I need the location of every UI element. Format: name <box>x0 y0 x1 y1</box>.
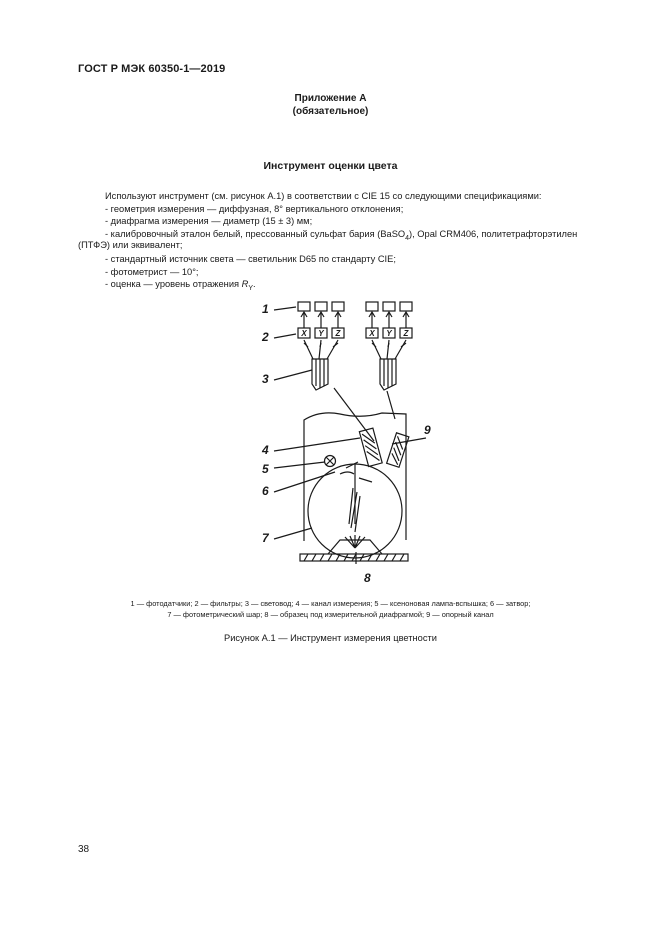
figure-label-1: 1 <box>262 302 269 316</box>
spec-item: - стандартный источник света — светильник D65 по стандарту CIE; <box>105 254 396 264</box>
figure-legend-line-2: 7 — фотометрический шар; 8 — образец под измерительной диафрагмой; 9 — опорный канал <box>167 610 494 619</box>
colorimeter-diagram <box>250 296 430 586</box>
figure-label-6: 6 <box>262 484 269 498</box>
spec-item-calibration: - калибровочный эталон белый, прессованный сульфат бария (BaSO$_4$), Opal CRM406, политетрафторэтилен <box>105 228 578 242</box>
spec-item-evaluation: - оценка — уровень отражения $R_Y$. <box>105 279 256 292</box>
filter-y-left: Y <box>318 329 324 338</box>
section-title: Инструмент оценки цвета <box>263 160 398 172</box>
spec-item-calibration-wrap: (ПТФЭ) или эквивалент; <box>78 240 183 250</box>
figure-label-3: 3 <box>262 372 269 386</box>
document-header: ГОСТ Р МЭК 60350-1—2019 <box>78 63 226 75</box>
filter-x-left: X <box>301 329 307 338</box>
photodetector-group-right <box>366 302 412 311</box>
filter-z-right: Z <box>403 329 409 338</box>
appendix-status: (обязательное) <box>292 106 369 117</box>
photodetector-group-left <box>298 302 344 311</box>
filter-z-left: Z <box>335 329 341 338</box>
spec-list-continued <box>105 253 605 295</box>
figure-label-5: 5 <box>262 462 269 476</box>
spec-item: - диафрагма измерения — диаметр (15 ± 3) мм; <box>105 216 313 226</box>
filter-y-right: Y <box>386 329 392 338</box>
measuring-channel <box>359 428 382 466</box>
intro-paragraph <box>105 190 605 245</box>
figure-label-8: 8 <box>364 571 371 585</box>
figure-caption: Рисунок А.1 — Инструмент измерения цветности <box>224 633 437 643</box>
figure-label-7: 7 <box>262 531 269 545</box>
spec-item: - геометрия измерения — диффузная, 8° вертикального отклонения; <box>105 203 404 214</box>
appendix-title: Приложение А <box>294 93 367 104</box>
spec-item: - фотометрист — 10°; <box>105 266 199 277</box>
figure-label-2: 2 <box>262 330 269 344</box>
figure-label-4: 4 <box>262 443 269 457</box>
figure-legend-line-1: 1 — фотодатчики; 2 — фильтры; 3 — световод; 4 — канал измерения; 5 — ксеноновая лампа-вспышка; 6 — затвор; <box>130 599 531 608</box>
page-number: 38 <box>78 844 90 855</box>
figure-label-9: 9 <box>424 423 431 437</box>
intro-text: Используют инструмент (см. рисунок А.1) в соответствии с CIE 15 со следующими спецификациями: <box>105 191 542 201</box>
filter-x-right: X <box>369 329 375 338</box>
